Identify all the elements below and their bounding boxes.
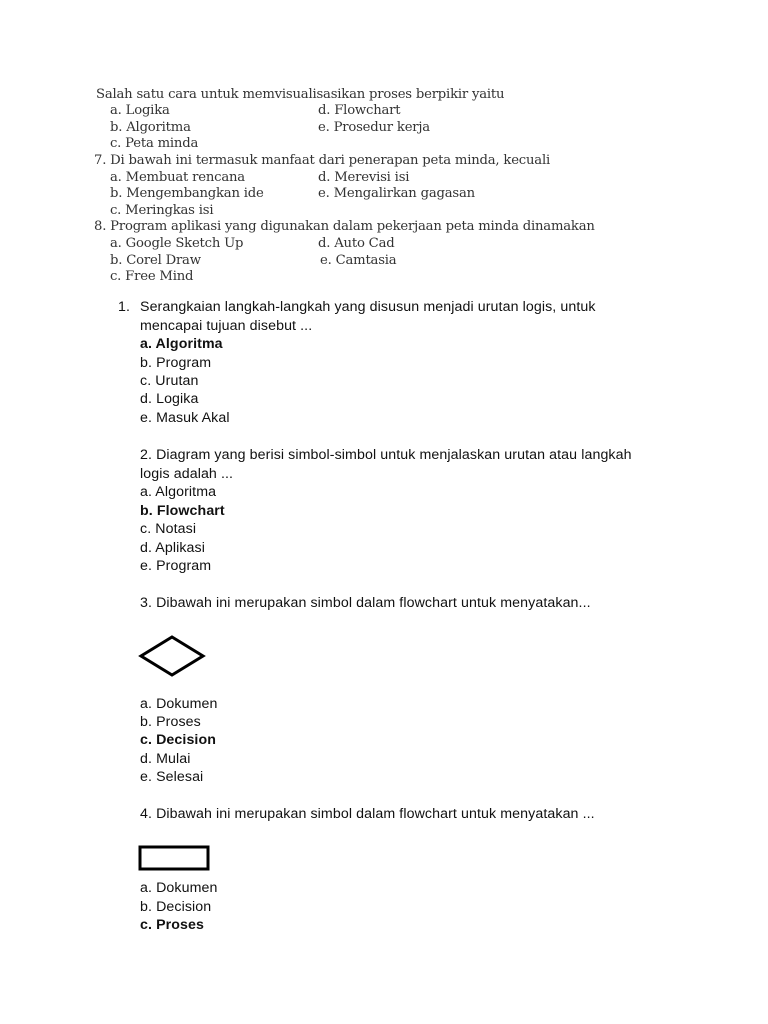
q6-option-b: b. Algoritma <box>110 120 191 135</box>
q3-option-c-answer: c. Decision <box>140 732 217 748</box>
q6-option-a: a. Logika <box>110 103 170 118</box>
rectangle-icon <box>138 845 210 871</box>
q2-option-c: c. Notasi <box>140 521 197 537</box>
q1-option-c: c. Urutan <box>140 373 199 389</box>
q3-option-a: a. Dokumen <box>140 696 218 712</box>
q2-question-line1: 2. Diagram yang berisi simbol-simbol untuk menjalaskan urutan atau langkah <box>140 447 632 463</box>
q1-option-e: e. Masuk Akal <box>140 410 230 426</box>
q7-option-e: e. Mengalirkan gagasan <box>318 186 475 201</box>
q3-option-d: d. Mulai <box>140 751 191 767</box>
q2-question-line2: logis adalah ... <box>140 466 234 482</box>
q6-option-c: c. Peta minda <box>110 136 199 151</box>
q3-option-b: b. Proses <box>140 714 201 730</box>
q8-option-c: c. Free Mind <box>110 269 194 284</box>
q2-option-d: d. Aplikasi <box>140 540 205 556</box>
q4-option-a: a. Dokumen <box>140 880 218 896</box>
q8-option-e: e. Camtasia <box>320 253 397 268</box>
q8-option-a: a. Google Sketch Up <box>110 236 244 251</box>
q7-question: 7. Di bawah ini termasuk manfaat dari penerapan peta minda, kecuali <box>94 153 550 168</box>
q7-option-b: b. Mengembangkan ide <box>110 186 264 201</box>
q1-option-a-answer: a. Algoritma <box>140 336 223 352</box>
q8-question: 8. Program aplikasi yang digunakan dalam pekerjaan peta minda dinamakan <box>94 219 595 234</box>
q4-question: 4. Dibawah ini merupakan simbol dalam flowchart untuk menyatakan ... <box>140 806 595 822</box>
q7-option-d: d. Merevisi isi <box>318 170 410 185</box>
q1-option-d: d. Logika <box>140 391 199 407</box>
q3-question: 3. Dibawah ini merupakan simbol dalam flowchart untuk menyatakan... <box>140 595 591 611</box>
q2-option-b-answer: b. Flowchart <box>140 503 225 519</box>
q8-option-b: b. Corel Draw <box>110 253 201 268</box>
q6-option-e: e. Prosedur kerja <box>318 120 430 135</box>
q1-number: 1. <box>118 299 131 315</box>
q3-option-e: e. Selesai <box>140 769 204 785</box>
q4-option-b: b. Decision <box>140 899 212 915</box>
q6-question: Salah satu cara untuk memvisualisasikan proses berpikir yaitu <box>96 87 505 102</box>
q7-option-a: a. Membuat rencana <box>110 170 245 185</box>
q2-option-e: e. Program <box>140 558 212 574</box>
q1-question-line2: mencapai tujuan disebut ... <box>140 318 313 334</box>
q4-option-c-answer: c. Proses <box>140 917 204 933</box>
q1-option-b: b. Program <box>140 355 212 371</box>
diamond-icon <box>138 634 206 678</box>
q2-option-a: a. Algoritma <box>140 484 217 500</box>
q7-option-c: c. Meringkas isi <box>110 203 214 218</box>
q8-option-d: d. Auto Cad <box>318 236 395 251</box>
q1-question-line1: Serangkaian langkah-langkah yang disusun menjadi urutan logis, untuk <box>140 299 596 315</box>
q6-option-d: d. Flowchart <box>318 103 401 118</box>
